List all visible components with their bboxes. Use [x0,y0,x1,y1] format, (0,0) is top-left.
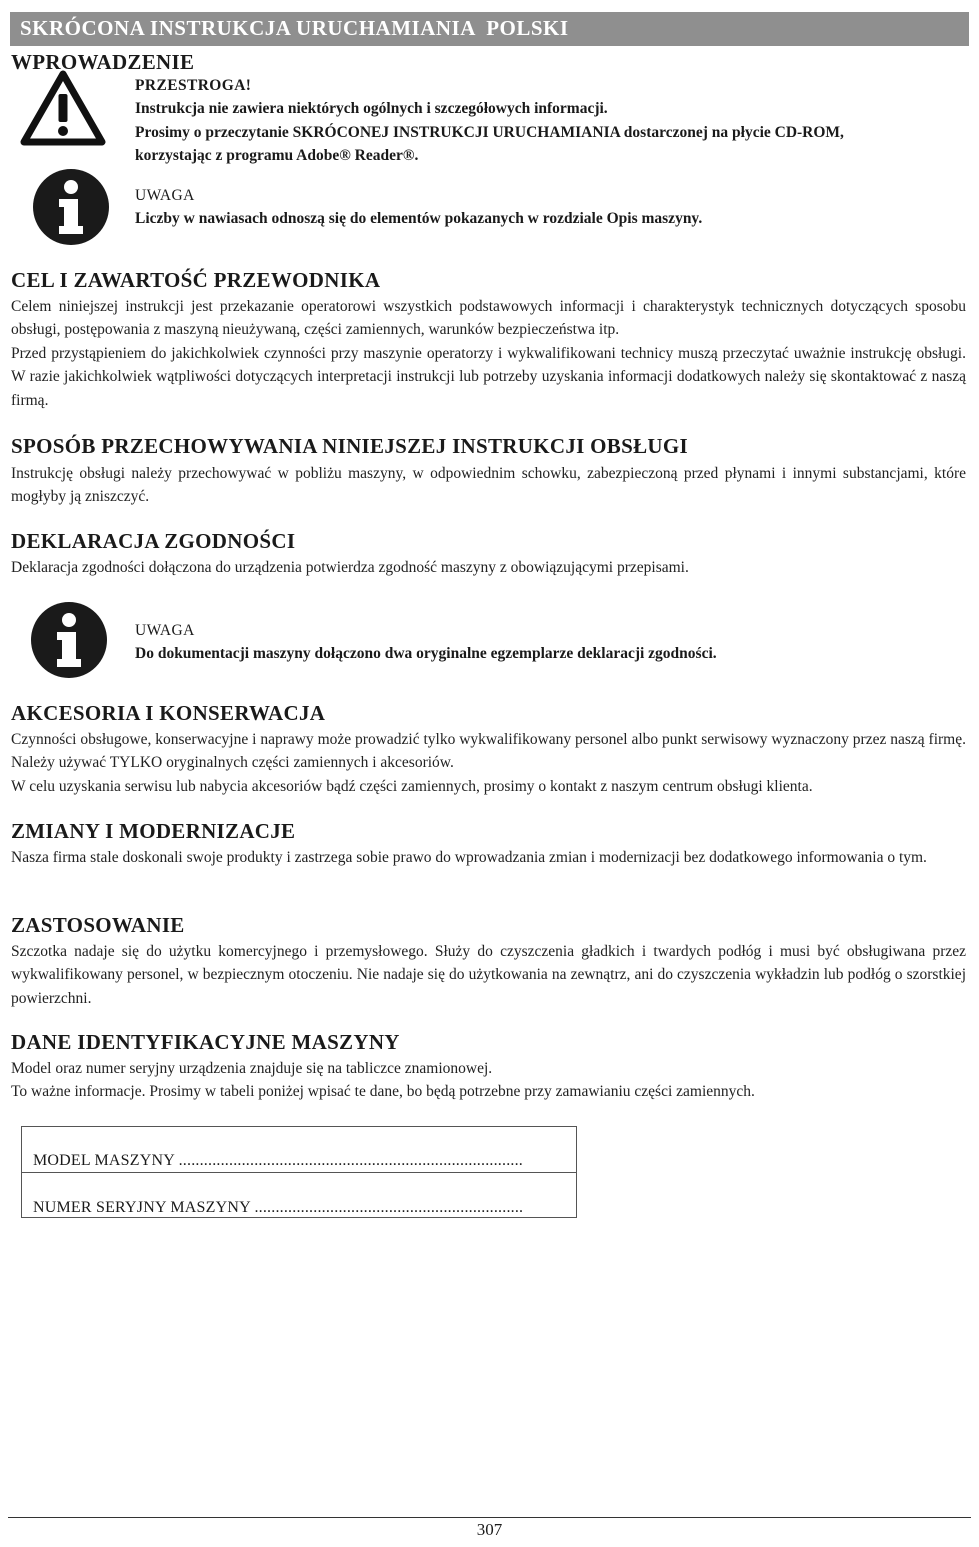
info-note [135,184,965,231]
header-title: SKRÓCONA INSTRUKCJA URUCHAMIANIA POLSKI [20,16,569,40]
purpose-heading: CEL I ZAWARTOŚĆ PRZEWODNIKA [11,268,381,292]
info-text: Liczby w nawiasach odnoszą się do elementów pokazanych w rozdziale Opis maszyny. [135,210,703,228]
conformity-paragraph: Deklaracja zgodności dołączona do urządzenia potwierdza zgodność maszyny z obowiązującymi przepisami. [11,559,689,576]
warning-line: Instrukcja nie zawiera niektórych ogólnych i szczegółowych informacji. [135,100,608,118]
conformity-note-title: UWAGA [135,622,195,639]
identification-paragraph-1: Model oraz numer seryjny urządzenia znajduje się na tabliczce znamionowej. [11,1060,493,1077]
intro-heading: WPROWADZENIE [11,50,195,74]
header-bar [10,12,969,46]
info-title: UWAGA [135,187,195,204]
use-heading: ZASTOSOWANIE [11,913,185,937]
identification-heading: DANE IDENTYFIKACYJNE MASZYNY [11,1030,400,1054]
info-circle-icon [32,168,110,246]
accessories-paragraph-1: Czynności obsługowe, konserwacyjne i naprawy może prowadzić tylko wykwalifikowany personel albo punkt serwisowy wyznaczony przez naszą firmę. Należy używać TYLKO oryginalnych części zamiennych i akcesoriów. [11,731,966,772]
accessories-heading: AKCESORIA I KONSERWACJA [11,701,326,725]
conformity-note-text: Do dokumentacji maszyny dołączono dwa oryginalne egzemplarze deklaracji zgodności. [135,645,717,663]
serial-row[interactable] [22,1173,576,1219]
identification-table [21,1126,577,1218]
model-field: MODEL MASZYNY .................................................................................. [33,1152,524,1169]
serial-field: NUMER SERYJNY MASZYNY ................................................................ [33,1199,524,1216]
footer-divider [8,1517,971,1518]
changes-heading: ZMIANY I MODERNIZACJE [11,819,296,843]
warning-note [135,74,965,167]
page-number: 307 [476,1520,503,1539]
warning-line: korzystając z programu Adobe® Reader®. [135,146,419,164]
identification-paragraph-2: To ważne informacje. Prosimy w tabeli poniżej wpisać te dane, bo będą potrzebne przy zamawianiu części zamiennych. [11,1083,755,1100]
purpose-paragraph-1: Celem niniejszej instrukcji jest przekazanie operatorowi wszystkich podstawowych informacji i charakterystyk technicznych dotyczących sposobu obsługi, postępowania z maszyną nieużywaną, części zamiennych, warunków bezpieczeństwa itp. [11,298,966,339]
conformity-heading: DEKLARACJA ZGODNOŚCI [11,529,296,553]
accessories-paragraph-2: W celu uzyskania serwisu lub nabycia akcesoriów bądź części zamiennych, prosimy o kontakt z naszym centrum obsługi klienta. [11,778,813,795]
warning-title: PRZESTROGA! [135,77,252,94]
info-circle-icon [30,601,108,679]
use-paragraph: Szczotka nadaje się do użytku komercyjnego i przemysłowego. Służy do czyszczenia gładkich i twardych podłóg i musi być obsługiwana przez wykwalifikowany personel, w bezpiecznym otoczeniu. Nie nadaje się do użytkowania na zewnątrz, ani do czyszczenia wykładzin lub podłóg o szorstkiej powierzchni. [11,943,966,1007]
model-row[interactable] [22,1127,576,1173]
storage-heading: SPOSÓB PRZECHOWYWANIA NINIEJSZEJ INSTRUKCJI OBSŁUGI [11,434,688,458]
changes-paragraph: Nasza firma stale doskonali swoje produkty i zastrzega sobie prawo do wprowadzania zmian i modernizacji bez dodatkowego informowania o tym. [11,849,927,866]
storage-paragraph: Instrukcję obsługi należy przechowywać w pobliżu maszyny, w odpowiednim schowku, zabezpieczoną przed płynami i innymi substancjami, które mogłyby ją zniszczyć. [11,465,966,506]
warning-line: Prosimy o przeczytanie SKRÓCONEJ INSTRUKCJI URUCHAMIANIA dostarczonej na płycie CD-ROM, [135,123,844,141]
conformity-note [135,619,965,666]
purpose-paragraph-2: Przed przystąpieniem do jakichkolwiek czynności przy maszynie operatorzy i wykwalifikowani technicy muszą przeczytać uważnie instrukcję obsługi. W razie jakichkolwiek wątpliwości dotyczących interpretacji instrukcji lub potrzeby uzyskania informacji dodatkowych należy się skontaktować z naszą firmą. [11,345,966,409]
warning-triangle-icon [20,70,106,146]
